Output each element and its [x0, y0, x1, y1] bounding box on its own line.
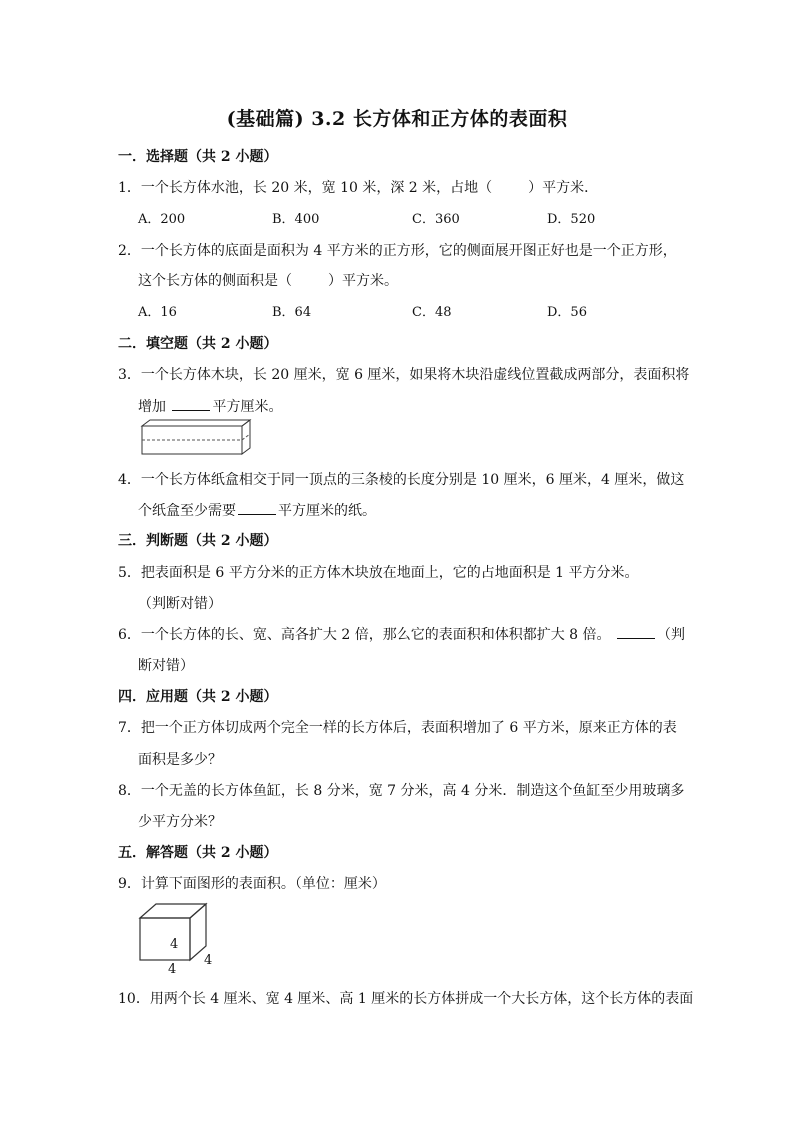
question-4-cont — [138, 500, 376, 520]
section-heading-solve: 五．解答题（共 2 小题） — [118, 845, 278, 861]
page-title: (基础篇) 3.2 长方体和正方体的表面积 — [226, 108, 568, 130]
section-heading-application: 四．应用题（共 2 小题） — [118, 689, 278, 705]
question-9: 9．计算下面图形的表面积。（单位：厘米） — [118, 876, 386, 892]
question-1-text: 1．一个长方体水池，长 20 米，宽 10 米，深 2 米，占地（ — [118, 180, 493, 196]
question-7-cont: 面积是多少？ — [138, 752, 222, 768]
question-8: 8．一个无盖的长方体鱼缸，长 8 分米，宽 7 分米，高 4 分米．制造这个鱼缸至少用玻璃多 — [118, 783, 685, 799]
question-3-cont — [138, 396, 282, 416]
question-6-cont: 断对错） — [138, 658, 194, 674]
question-4: 4．一个长方体纸盒相交于同一顶点的三条棱的长度分别是 10 厘米，6 厘米，4 厘米，做这 — [118, 472, 685, 488]
answer-blank[interactable] — [617, 626, 655, 639]
question-3: 3．一个长方体木块，长 20 厘米，宽 6 厘米，如果将木块沿虚线位置截成两部分，表面积将 — [118, 367, 690, 383]
cuboid-figure — [138, 418, 254, 458]
cube-bottom-label: 4 — [168, 962, 177, 976]
question-5: 5．把表面积是 6 平方分米的正方体木块放在地面上，它的占地面积是 1 平方分米。 — [118, 565, 639, 581]
option-c: C．360 — [412, 212, 460, 227]
option-d: D．520 — [547, 212, 596, 227]
cube-front-label: 4 — [170, 937, 179, 952]
question-10: 10．用两个长 4 厘米、宽 4 厘米、高 1 厘米的长方体拼成一个大长方体，这个长方体的表面 — [118, 991, 694, 1007]
question-2-text: 这个长方体的侧面积是（ — [138, 273, 292, 289]
option-b: B．64 — [272, 305, 312, 320]
question-5-cont: （判断对错） — [138, 596, 222, 612]
cube-side-label: 4 — [204, 953, 213, 968]
question-6-text: 6．一个长方体的长、宽、高各扩大 2 倍，那么它的表面积和体积都扩大 8 倍。 — [118, 627, 611, 643]
section-heading-fill: 二．填空题（共 2 小题） — [118, 336, 278, 352]
question-6 — [118, 624, 685, 644]
question-4-text: 个纸盒至少需要 — [138, 503, 236, 519]
option-a: A．200 — [138, 212, 186, 227]
question-1-text-end: ）平方米． — [528, 180, 599, 196]
option-a: A．16 — [138, 305, 177, 320]
question-8-cont: 少平方分米？ — [138, 814, 222, 830]
question-1 — [118, 177, 598, 197]
question-6-text-end: （判 — [656, 627, 685, 643]
question-2-text-end: ）平方米。 — [328, 273, 398, 289]
question-3-text: 增加 — [138, 399, 166, 415]
answer-blank[interactable] — [238, 502, 276, 515]
option-c: C．48 — [412, 305, 452, 320]
option-b: B．400 — [272, 212, 320, 227]
answer-blank[interactable] — [172, 398, 210, 411]
question-7: 7．把一个正方体切成两个完全一样的长方体后，表面积增加了 6 平方米，原来正方体的表 — [118, 720, 677, 736]
question-2: 2．一个长方体的底面是面积为 4 平方米的正方形，它的侧面展开图正好也是一个正方形， — [118, 243, 677, 259]
question-4-text-end: 平方厘米的纸。 — [278, 503, 376, 519]
cube-figure — [136, 900, 220, 976]
question-2-cont — [138, 270, 398, 290]
section-heading-judge: 三．判断题（共 2 小题） — [118, 533, 278, 549]
question-3-text-end: 平方厘米。 — [212, 399, 283, 415]
option-d: D．56 — [547, 305, 587, 320]
section-heading-choice: 一．选择题（共 2 小题） — [118, 149, 278, 165]
